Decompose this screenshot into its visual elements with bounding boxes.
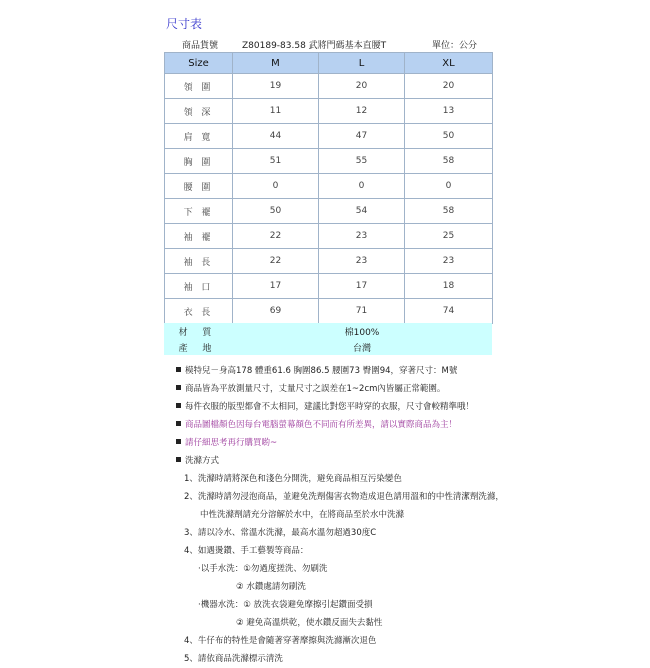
table-row [165,149,493,174]
note-item [176,362,504,380]
cell-value: 19 [233,74,319,99]
cell-value: 50 [405,124,493,149]
wash-step: 4、如遇燙鑽、手工藝製等商品： [184,546,309,556]
cell-value: 0 [405,174,493,199]
machine-wash-1: ‧機器水洗：① 放洗衣袋避免摩擦引起鑽面受損 [198,600,373,610]
row-label: 肩 寬 [165,124,233,149]
measure-note: 商品皆為平放測量尺寸，丈量尺寸之誤差在1~2cm內皆屬正常範圍。 [185,384,446,394]
wash-step: 1、洗滌時請將深色和淺色分開洗，避免商品相互污染變色 [184,474,402,484]
material-label: 材 質 [178,327,218,338]
cell-value: 47 [319,124,405,149]
cell-value: 23 [319,224,405,249]
material-value: 棉100% [344,327,380,338]
wash-step: 2、洗滌時請勿浸泡商品，並避免洗劑傷害衣物造成退色請用溫和的中性清潔劑洗滌， [184,492,504,502]
bullet-icon [176,457,181,462]
bullet-icon [176,439,181,444]
column-header: XL [405,53,493,74]
bullet-icon [176,367,181,372]
row-label: 袖 口 [165,274,233,299]
unit-label: 單位：公分 [432,41,478,51]
table-row [165,99,493,124]
cell-value: 11 [233,99,319,124]
cell-value: 74 [405,299,493,324]
cell-value: 50 [233,199,319,224]
material-table [164,323,492,355]
wash-step-continued: 中性洗滌劑請充分溶解於水中，在將商品至於水中洗滌 [200,510,405,520]
material-row [164,323,492,339]
column-header: L [319,53,405,74]
origin-label: 產 地 [178,343,218,354]
row-label: 領 深 [165,99,233,124]
cell-value: 23 [319,249,405,274]
row-label: 領 圍 [165,74,233,99]
cell-value: 23 [405,249,493,274]
page-title: 尺寸表 [166,17,203,31]
hand-wash-1: ‧以手水洗：①勿過度搓洗、勿刷洗 [198,564,328,574]
table-row [165,274,493,299]
table-row [165,174,493,199]
column-header: M [233,53,319,74]
cell-value: 51 [233,149,319,174]
table-row [165,224,493,249]
note-item [176,398,504,416]
cell-value: 69 [233,299,319,324]
cell-value: 58 [405,199,493,224]
cell-value: 20 [319,74,405,99]
hand-wash-2: ② 水鑽處請勿刷洗 [236,582,306,592]
bullet-icon [176,421,181,426]
model-info: 模特兒－身高178 體重61.6 胸圍86.5 腰圍73 臀圍94，穿著尺寸：M號 [185,366,458,376]
origin-row [164,339,492,355]
row-label: 衣 長 [165,299,233,324]
cell-value: 22 [233,224,319,249]
row-label: 下 襬 [165,199,233,224]
think-note: 請仔細思考再行購買喲~ [185,438,278,448]
table-row [165,74,493,99]
wash-step: 5、請依商品洗滌標示清洗 [184,654,283,664]
cell-value: 71 [319,299,405,324]
cell-value: 17 [233,274,319,299]
note-item [176,452,504,470]
table-row [165,249,493,274]
cell-value: 22 [233,249,319,274]
bullet-icon [176,403,181,408]
cell-value: 13 [405,99,493,124]
machine-wash-2: ② 避免高溫烘乾，使水鑽反面失去黏性 [236,618,383,628]
row-label: 袖 長 [165,249,233,274]
cell-value: 55 [319,149,405,174]
note-item [176,380,504,398]
wash-step: 3、請以冷水、常溫水洗滌，最高水溫勿超過30度C [184,528,377,538]
cell-value: 0 [233,174,319,199]
cell-value: 25 [405,224,493,249]
product-number-label: 商品貨號 [182,41,219,51]
cell-value: 20 [405,74,493,99]
cell-value: 58 [405,149,493,174]
column-header: Size [165,53,233,74]
bullet-icon [176,385,181,390]
cell-value: 54 [319,199,405,224]
cell-value: 18 [405,274,493,299]
row-label: 袖 襬 [165,224,233,249]
size-table [164,52,493,324]
note-item [176,434,504,452]
row-label: 胸 圍 [165,149,233,174]
row-label: 腰 圍 [165,174,233,199]
color-note: 商品圖檔顏色因每台電腦螢幕顏色不同而有所差異，請以實際商品為主！ [185,420,458,430]
fit-note: 每件衣服的版型都會不太相同，建議比對您平時穿的衣服，尺寸會較精準哦！ [185,402,475,412]
cell-value: 44 [233,124,319,149]
notes-section [176,362,504,668]
table-row [165,299,493,324]
table-row [165,124,493,149]
wash-title: 洗滌方式 [185,456,220,466]
note-item [176,416,504,434]
cell-value: 17 [319,274,405,299]
origin-value: 台灣 [352,343,371,354]
wash-step: 4、牛仔布的特性是會隨著穿著摩擦與洗滌漸次退色 [184,636,377,646]
cell-value: 0 [319,174,405,199]
table-row [165,199,493,224]
cell-value: 12 [319,99,405,124]
product-number-value: Z80189-83.58 武將門碼基本直腰T [242,41,387,51]
size-table-header [165,53,493,74]
